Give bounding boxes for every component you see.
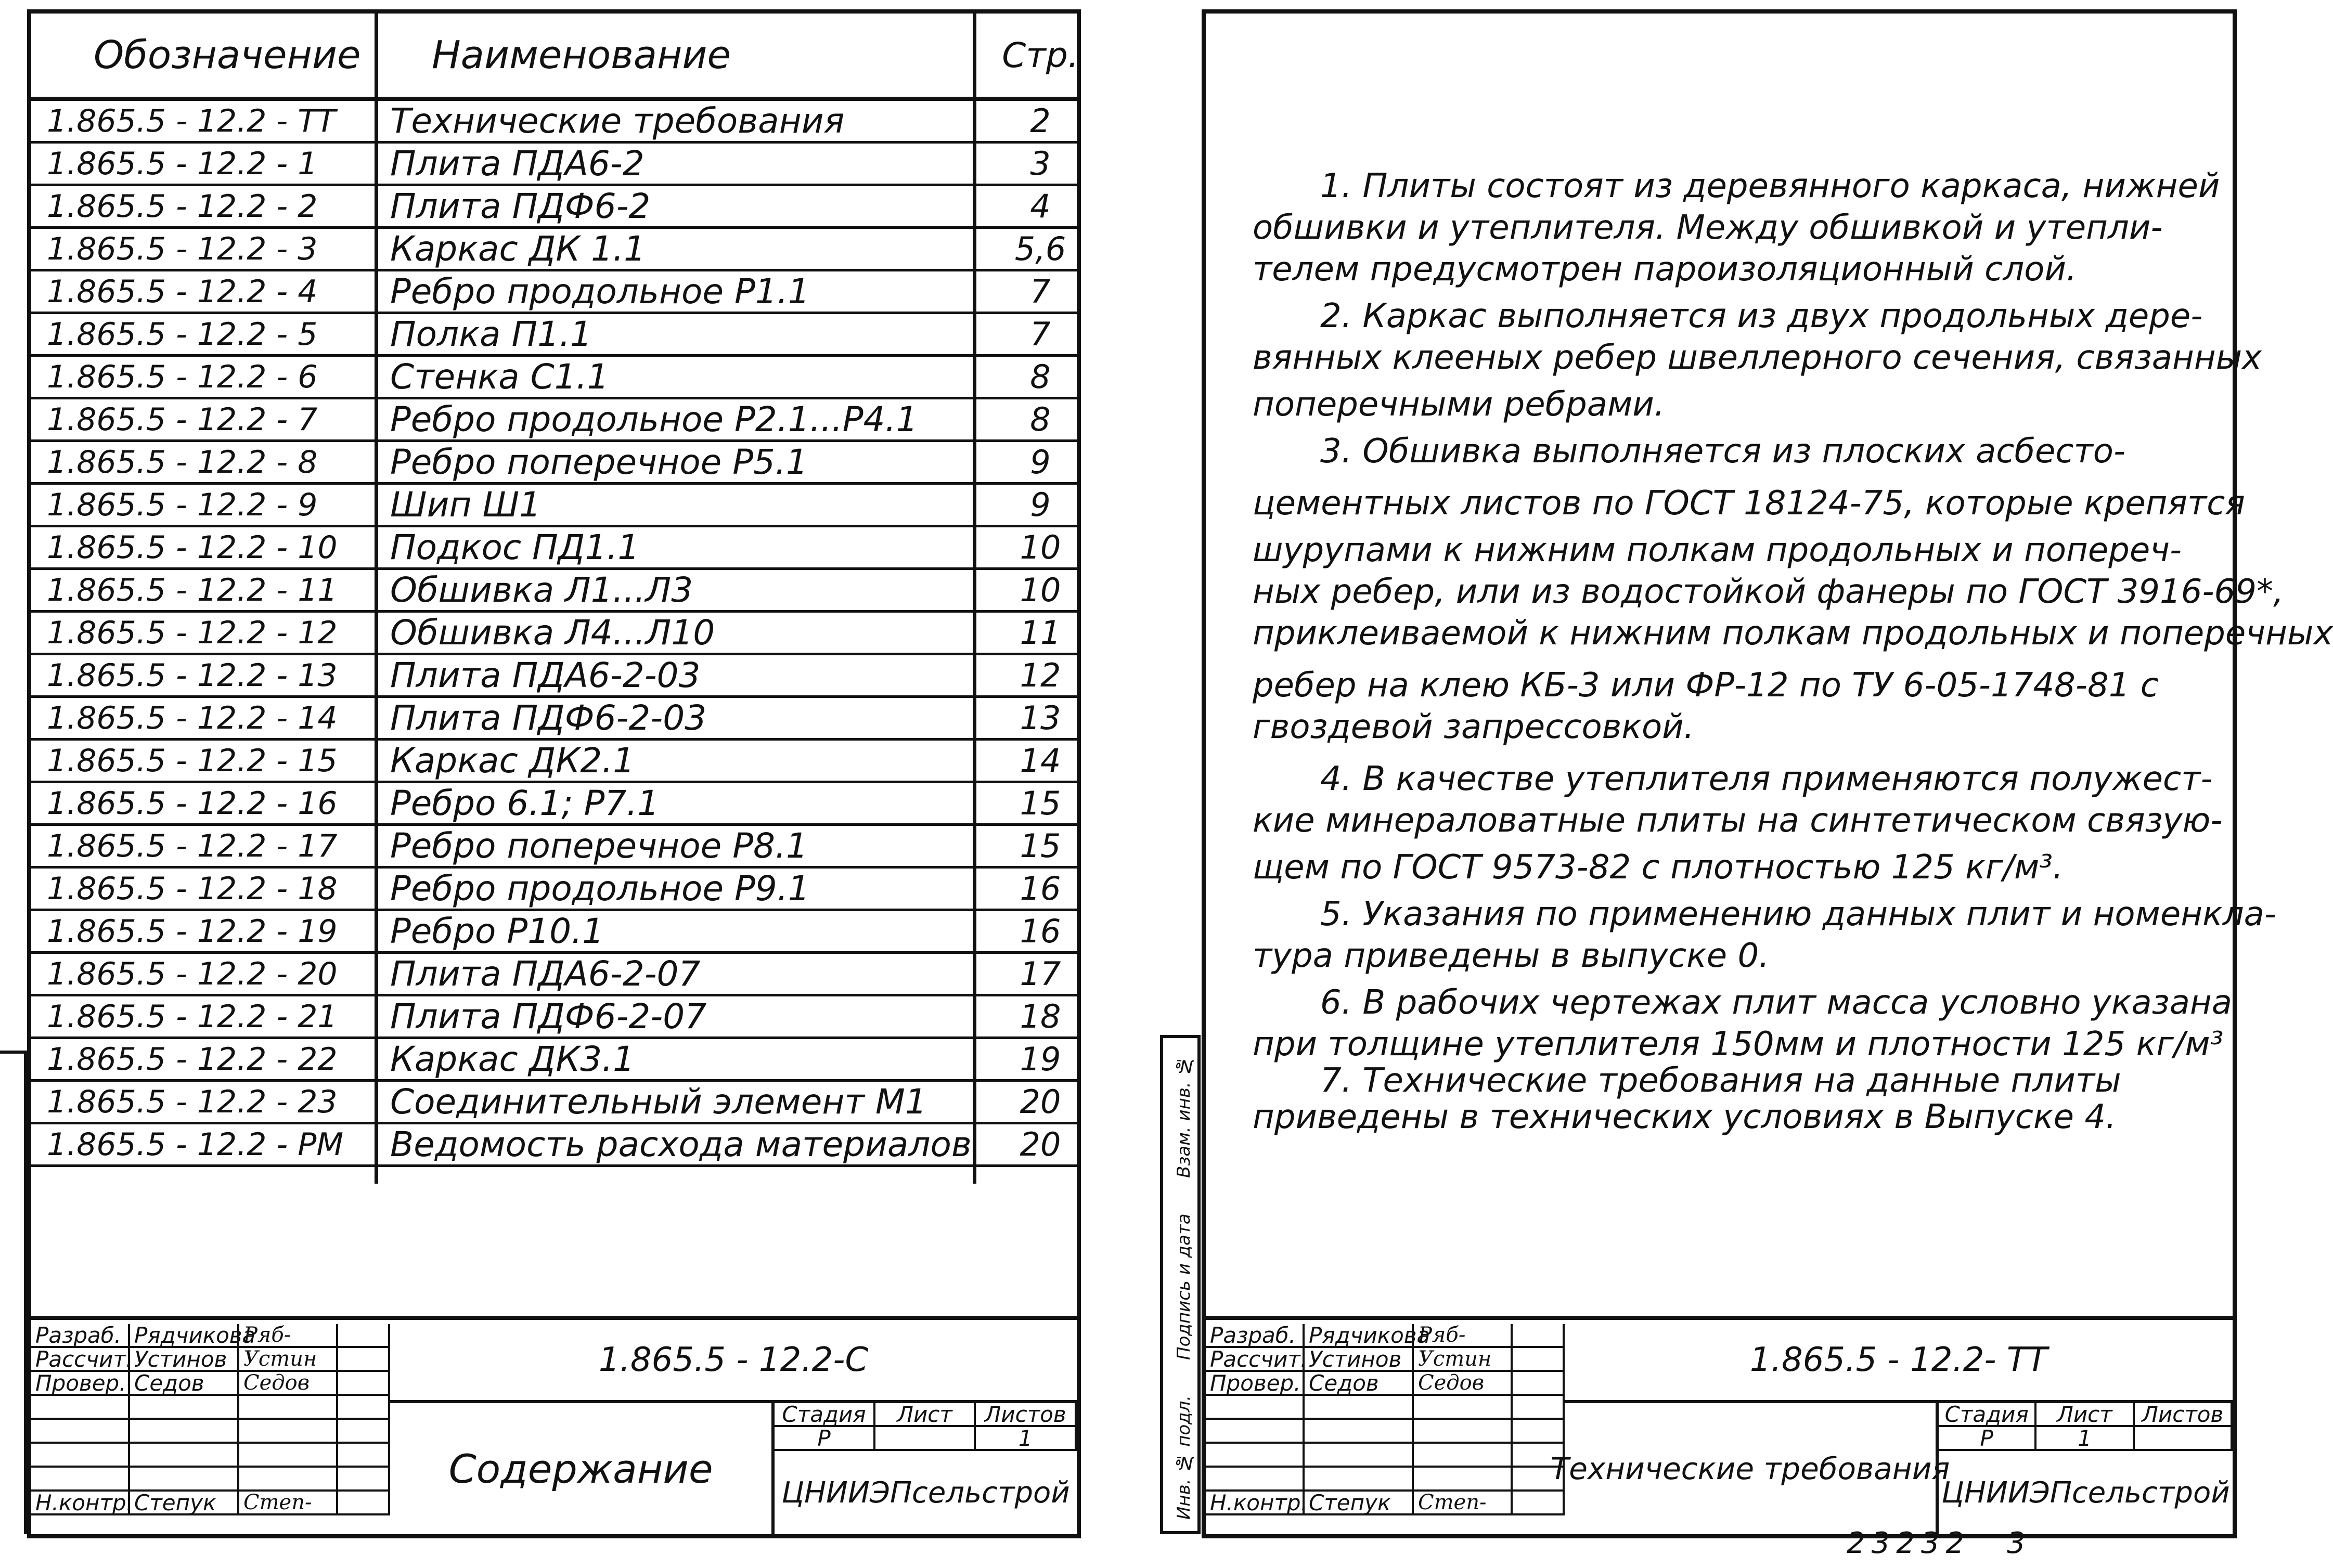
cell-code: 1.865.5 - 12.2 - 9 bbox=[47, 486, 318, 523]
cell-name: Плита ПДА6-2-07 bbox=[390, 954, 701, 994]
cell-name: Обшивка Л4...Л10 bbox=[390, 613, 715, 653]
stage-header: Лист bbox=[875, 1403, 976, 1427]
note-line: шурупами к нижним полкам продольных и попереч- bbox=[1253, 531, 2182, 569]
cell-name: Ребро 6.1; Р7.1 bbox=[390, 783, 660, 823]
stage-value: Р bbox=[1939, 1427, 2036, 1451]
title-block-cell bbox=[1206, 1444, 1305, 1468]
header-page: Стр. bbox=[1002, 35, 1079, 75]
table-row bbox=[31, 101, 1077, 144]
title-block-cell bbox=[1513, 1492, 1565, 1515]
contents-sheet bbox=[27, 9, 1081, 1538]
title-block-cell: Устинов bbox=[130, 1348, 239, 1372]
cell-code: 1.865.5 - 12.2 - 23 bbox=[47, 1083, 338, 1120]
cell-name: Ребро поперечное Р8.1 bbox=[390, 826, 808, 866]
cell-name: Обшивка Л1...Л3 bbox=[390, 570, 693, 610]
cell-name: Плита ПДФ6-2-07 bbox=[390, 996, 707, 1036]
document-title: Содержание bbox=[390, 1403, 775, 1534]
title-block-cell bbox=[1305, 1420, 1414, 1444]
title-block-cell bbox=[338, 1420, 390, 1444]
title-block-cell: Седов bbox=[1305, 1372, 1414, 1396]
title-block-cell bbox=[1513, 1420, 1565, 1444]
table-row bbox=[31, 1082, 1077, 1124]
title-block-cell: Провер. bbox=[31, 1372, 130, 1396]
note-line: 4. В качестве утеплителя применяются полужест- bbox=[1320, 760, 2213, 798]
note-line: вянных клееных ребер швеллерного сечения, связанных bbox=[1253, 339, 2262, 377]
title-block-cell bbox=[1206, 1420, 1305, 1444]
title-block-cell bbox=[1513, 1348, 1565, 1372]
title-block-cell: Рассчит. bbox=[1206, 1348, 1305, 1372]
note-line: гвоздевой запрессовкой. bbox=[1253, 708, 1695, 746]
cell-code: 1.865.5 - 12.2 - 18 bbox=[47, 870, 338, 907]
title-block-cell bbox=[1414, 1468, 1513, 1492]
cell-page: 7 bbox=[1030, 315, 1051, 353]
title-block-cell: Седов bbox=[1414, 1372, 1513, 1396]
cell-code: 1.865.5 - 12.2 - РМ bbox=[47, 1126, 344, 1163]
title-block-cell bbox=[1513, 1372, 1565, 1396]
table-row bbox=[31, 826, 1077, 869]
note-line: приклеиваемой к нижним полкам продольных и поперечных bbox=[1253, 614, 2333, 653]
title-block-cell bbox=[1513, 1324, 1565, 1348]
cell-name: Ребро поперечное Р5.1 bbox=[390, 442, 808, 482]
cell-page: 9 bbox=[1030, 443, 1051, 481]
title-block-cell bbox=[338, 1372, 390, 1396]
note-line: цементных листов по ГОСТ 18124-75, которые крепятся bbox=[1253, 484, 2245, 523]
note-line: приведены в технических условиях в Выпуске 4. bbox=[1253, 1098, 2117, 1136]
table-row bbox=[31, 229, 1077, 271]
cell-page: 9 bbox=[1030, 486, 1051, 524]
cell-name: Каркас ДК2.1 bbox=[390, 741, 635, 781]
cell-page: 7 bbox=[1030, 273, 1051, 310]
cell-page: 16 bbox=[1020, 912, 1061, 950]
note-line: обшивки и утеплителя. Между обшивкой и утепли- bbox=[1253, 209, 2163, 247]
note-line: кие минераловатные плиты на синтетическом связую- bbox=[1253, 801, 2223, 840]
side-stamp-label: Подпись и дата bbox=[1174, 1213, 1194, 1360]
cell-name: Каркас ДК3.1 bbox=[390, 1039, 635, 1079]
note-line: телем предусмотрен пароизоляционный слой. bbox=[1253, 250, 2077, 289]
stage-header: Стадия bbox=[775, 1403, 875, 1427]
cell-code: 1.865.5 - 12.2 - 8 bbox=[47, 444, 318, 481]
cell-name: Ребро продольное Р2.1...Р4.1 bbox=[390, 399, 918, 439]
cell-name: Ведомость расхода материалов bbox=[390, 1124, 972, 1164]
cell-page: 15 bbox=[1020, 827, 1061, 865]
cell-page: 19 bbox=[1020, 1040, 1061, 1078]
side-stamp bbox=[1160, 1035, 1201, 1534]
cell-page: 2 bbox=[1030, 102, 1051, 140]
cell-page: 5,6 bbox=[1014, 230, 1066, 268]
requirements-sheet bbox=[1202, 9, 2333, 1538]
title-block-cell bbox=[239, 1444, 338, 1468]
note-line: ных ребер, или из водостойкой фанеры по ГОСТ 3916-69*, bbox=[1253, 573, 2284, 611]
title-block-cell bbox=[1414, 1444, 1513, 1468]
cell-page: 13 bbox=[1020, 699, 1061, 737]
cell-code: 1.865.5 - 12.2 - 3 bbox=[47, 230, 318, 267]
title-block-cell: Рядчикова bbox=[1305, 1324, 1414, 1348]
table-row bbox=[31, 869, 1077, 911]
title-block-cell: Рассчит. bbox=[31, 1348, 130, 1372]
title-block-cell bbox=[1414, 1396, 1513, 1420]
cell-code: 1.865.5 - 12.2 - 10 bbox=[47, 529, 338, 566]
note-line: 3. Обшивка выполняется из плоских асбесто- bbox=[1320, 432, 2126, 471]
title-block-cell bbox=[338, 1492, 390, 1515]
column-divider bbox=[375, 14, 378, 1184]
cell-page: 15 bbox=[1020, 784, 1061, 822]
side-stamp-label: Взам. инв. № bbox=[1174, 1055, 1194, 1178]
cell-code: 1.865.5 - 12.2 - 12 bbox=[47, 614, 338, 651]
title-block-cell bbox=[1513, 1396, 1565, 1420]
table-row bbox=[31, 698, 1077, 741]
cell-name: Подкос ПД1.1 bbox=[390, 527, 640, 567]
table-row bbox=[31, 144, 1077, 186]
note-line: ребер на клею КБ-3 или ФР-12 по ТУ 6-05-1748-81 с bbox=[1253, 666, 2159, 705]
title-block-cell: Разраб. bbox=[31, 1324, 130, 1348]
note-line: поперечными ребрами. bbox=[1253, 385, 1665, 424]
stage-value: Р bbox=[775, 1427, 875, 1451]
title-block-cell bbox=[239, 1468, 338, 1492]
table-row bbox=[31, 314, 1077, 357]
header-name: Наименование bbox=[432, 33, 731, 77]
title-block-cell: Ряб- bbox=[1414, 1324, 1513, 1348]
header-code: Обозначение bbox=[94, 33, 361, 77]
cell-name: Ребро продольное Р9.1 bbox=[390, 869, 810, 909]
column-divider bbox=[973, 14, 976, 1184]
title-block-cell bbox=[31, 1468, 130, 1492]
cell-code: 1.865.5 - 12.2 - 19 bbox=[47, 913, 338, 950]
cell-code: 1.865.5 - 12.2 - 22 bbox=[47, 1041, 338, 1078]
stage-value: 1 bbox=[2036, 1427, 2134, 1451]
title-block-cell bbox=[130, 1396, 239, 1420]
title-block-cell bbox=[31, 1420, 130, 1444]
cell-page: 10 bbox=[1020, 571, 1061, 609]
title-block-cell bbox=[31, 1444, 130, 1468]
document-code: 1.865.5 - 12.2- ТТ bbox=[1565, 1320, 2233, 1403]
cell-page: 11 bbox=[1020, 614, 1061, 652]
title-block-cell: Рядчикова bbox=[130, 1324, 239, 1348]
note-line: тура приведены в выпуске 0. bbox=[1253, 937, 1770, 975]
note-line: 2. Каркас выполняется из двух продольных дере- bbox=[1320, 297, 2203, 335]
stage-header: Стадия bbox=[1939, 1403, 2036, 1427]
note-line: щем по ГОСТ 9573-82 с плотностью 125 кг/м³. bbox=[1253, 848, 2064, 887]
table-row bbox=[31, 570, 1077, 613]
cell-code: 1.865.5 - 12.2 - 13 bbox=[47, 657, 338, 694]
cell-code: 1.865.5 - 12.2 - 17 bbox=[47, 827, 338, 864]
title-block-cell bbox=[1206, 1396, 1305, 1420]
title-block-cell: Степук bbox=[130, 1492, 239, 1515]
organization: ЦНИИЭПсельстрой bbox=[781, 1475, 1070, 1510]
table-row bbox=[31, 485, 1077, 527]
table-row bbox=[31, 1039, 1077, 1082]
title-block-cell bbox=[338, 1324, 390, 1348]
title-block-cell: Степ- bbox=[1414, 1492, 1513, 1515]
title-block-cell bbox=[338, 1468, 390, 1492]
title-block-cell bbox=[1305, 1468, 1414, 1492]
title-block bbox=[1206, 1316, 2233, 1534]
stage-value bbox=[875, 1427, 976, 1451]
title-block-cell bbox=[130, 1444, 239, 1468]
cell-page: 20 bbox=[1020, 1083, 1061, 1121]
table-row bbox=[31, 911, 1077, 954]
cell-code: 1.865.5 - 12.2 - 16 bbox=[47, 785, 338, 822]
table-row bbox=[31, 741, 1077, 783]
cell-page: 8 bbox=[1030, 400, 1051, 438]
side-stamp-label: Инв. № подл. bbox=[1174, 1395, 1194, 1520]
table-row bbox=[31, 954, 1077, 996]
table-row bbox=[31, 442, 1077, 485]
cell-code: 1.865.5 - 12.2 - 5 bbox=[47, 316, 318, 353]
cell-name: Ребро Р10.1 bbox=[390, 911, 604, 951]
title-block-cell bbox=[338, 1348, 390, 1372]
cell-code: 1.865.5 - 12.2 - 20 bbox=[47, 955, 338, 992]
organization: ЦНИИЭПсельстрой bbox=[1941, 1475, 2230, 1510]
title-block bbox=[31, 1316, 1077, 1534]
title-block-cell bbox=[31, 1396, 130, 1420]
table-row bbox=[31, 655, 1077, 698]
cell-code: 1.865.5 - 12.2 - 15 bbox=[47, 742, 338, 779]
title-block-cell: Провер. bbox=[1206, 1372, 1305, 1396]
table-row bbox=[31, 357, 1077, 399]
cell-code: 1.865.5 - 12.2 - 6 bbox=[47, 358, 318, 395]
note-line: 7. Технические требования на данные плиты bbox=[1320, 1061, 2121, 1100]
document-code: 1.865.5 - 12.2-С bbox=[390, 1320, 1077, 1403]
title-block-cell bbox=[1305, 1444, 1414, 1468]
archive-number: 23232 3 bbox=[1847, 1526, 2032, 1560]
title-block-cell bbox=[338, 1444, 390, 1468]
cell-code: 1.865.5 - 12.2 - 1 bbox=[47, 145, 318, 182]
stage-header: Листов bbox=[976, 1403, 1077, 1427]
table-row bbox=[31, 996, 1077, 1039]
cell-code: 1.865.5 - 12.2 - 21 bbox=[47, 998, 338, 1035]
cell-name: Плита ПДФ6-2 bbox=[390, 186, 651, 226]
title-block-cell: Седов bbox=[130, 1372, 239, 1396]
cell-page: 10 bbox=[1020, 528, 1061, 566]
title-block-cell bbox=[338, 1396, 390, 1420]
title-block-cell bbox=[239, 1396, 338, 1420]
cell-name: Ребро продольное Р1.1 bbox=[390, 271, 810, 312]
note-line: при толщине утеплителя 150мм и плотности 125 кг/м³ bbox=[1253, 1025, 2224, 1064]
cell-code: 1.865.5 - 12.2 - 2 bbox=[47, 188, 318, 225]
cell-name: Технические требования bbox=[390, 101, 845, 141]
cell-code: 1.865.5 - 12.2 - ТТ bbox=[47, 102, 336, 139]
title-block-cell: Н.контр. bbox=[1206, 1492, 1305, 1515]
cell-name: Каркас ДК 1.1 bbox=[390, 229, 646, 269]
cell-page: 17 bbox=[1020, 955, 1061, 993]
cell-page: 20 bbox=[1020, 1125, 1061, 1163]
table-row bbox=[31, 527, 1077, 570]
binding-margin bbox=[0, 1051, 27, 1534]
cell-page: 12 bbox=[1020, 656, 1061, 694]
title-block-cell: Разраб. bbox=[1206, 1324, 1305, 1348]
cell-name: Стенка С1.1 bbox=[390, 357, 609, 397]
cell-name: Шип Ш1 bbox=[390, 485, 542, 525]
contents-header-row bbox=[31, 14, 1077, 101]
title-block-cell: Устинов bbox=[1305, 1348, 1414, 1372]
cell-code: 1.865.5 - 12.2 - 4 bbox=[47, 273, 318, 310]
title-block-cell: Ряб- bbox=[239, 1324, 338, 1348]
cell-code: 1.865.5 - 12.2 - 11 bbox=[47, 572, 338, 608]
cell-page: 3 bbox=[1030, 145, 1051, 183]
document-title: Технические требования bbox=[1565, 1403, 1939, 1534]
cell-name: Плита ПДФ6-2-03 bbox=[390, 698, 707, 738]
title-block-cell: Степук bbox=[1305, 1492, 1414, 1515]
stage-value bbox=[2135, 1427, 2233, 1451]
cell-code: 1.865.5 - 12.2 - 7 bbox=[47, 401, 318, 438]
cell-page: 14 bbox=[1020, 742, 1061, 780]
note-line: 1. Плиты состоят из деревянного каркаса, нижней bbox=[1320, 167, 2220, 205]
title-block-cell bbox=[1414, 1420, 1513, 1444]
title-block-cell bbox=[1206, 1468, 1305, 1492]
title-block-cell: Устин bbox=[1414, 1348, 1513, 1372]
title-block-cell: Седов bbox=[239, 1372, 338, 1396]
title-block-cell bbox=[130, 1420, 239, 1444]
title-block-cell: Н.контр. bbox=[31, 1492, 130, 1515]
table-row bbox=[31, 399, 1077, 442]
table-row bbox=[31, 783, 1077, 826]
table-row bbox=[31, 186, 1077, 229]
note-line: 6. В рабочих чертежах плит масса условно указана bbox=[1320, 983, 2232, 1022]
table-row bbox=[31, 1124, 1077, 1167]
table-row bbox=[31, 271, 1077, 314]
title-block-cell bbox=[1305, 1396, 1414, 1420]
stage-header: Лист bbox=[2036, 1403, 2134, 1427]
cell-page: 8 bbox=[1030, 358, 1051, 396]
contents-table bbox=[31, 14, 1077, 1184]
stage-value: 1 bbox=[976, 1427, 1077, 1451]
cell-code: 1.865.5 - 12.2 - 14 bbox=[47, 699, 338, 736]
title-block-cell bbox=[130, 1468, 239, 1492]
table-row bbox=[31, 613, 1077, 655]
cell-name: Плита ПДА6-2 bbox=[390, 144, 645, 184]
stage-header: Листов bbox=[2135, 1403, 2233, 1427]
title-block-cell bbox=[239, 1420, 338, 1444]
cell-name: Полка П1.1 bbox=[390, 314, 592, 354]
cell-name: Соединительный элемент М1 bbox=[390, 1082, 927, 1122]
cell-page: 18 bbox=[1020, 997, 1061, 1035]
cell-page: 4 bbox=[1030, 187, 1051, 225]
note-line: 5. Указания по применению данных плит и номенкла- bbox=[1320, 895, 2276, 934]
cell-page: 16 bbox=[1020, 870, 1061, 908]
cell-name: Плита ПДА6-2-03 bbox=[390, 655, 701, 695]
title-block-cell: Устин bbox=[239, 1348, 338, 1372]
title-block-cell: Степ- bbox=[239, 1492, 338, 1515]
